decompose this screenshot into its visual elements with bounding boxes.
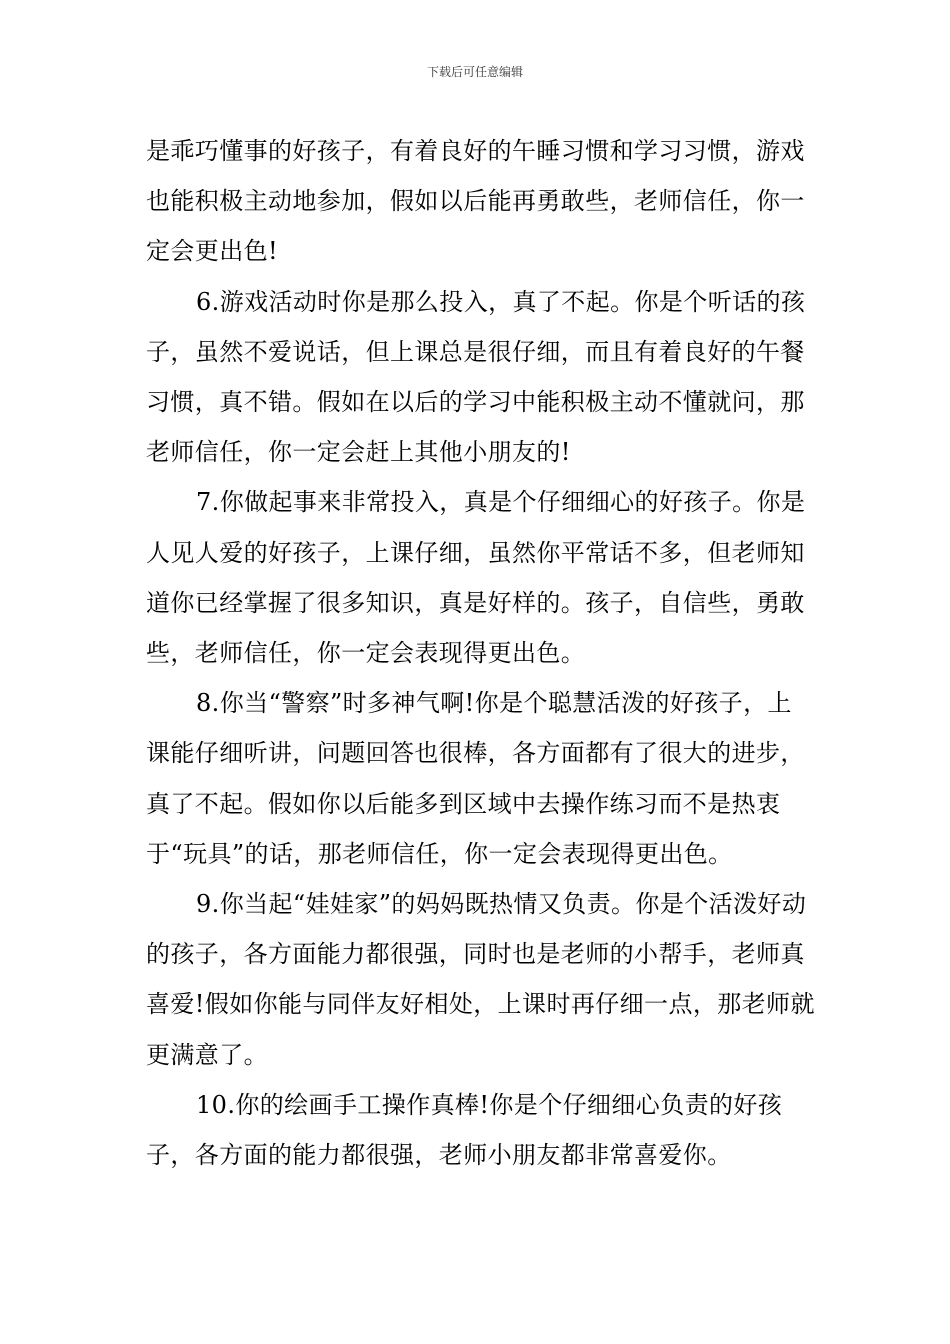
paragraph-continuation: 是乖巧懂事的好孩子，有着良好的午睡习惯和学习习惯，游戏也能积极主动地参加，假如以后能再勇敢些，老师信任，你一定会更出色! <box>146 137 805 266</box>
paragraph-item-8: 8.你当“警察”时多神气啊!你是个聪慧活泼的好孩子，上课能仔细听讲，问题回答也很棒，各方面都有了很大的进步，真了不起。假如你以后能多到区域中去操作练习而不是热衷于“玩具”的话，那老师信任，你一定会表现得更出色。 <box>146 689 805 868</box>
page-header: 下载后可任意编辑 <box>426 65 523 79</box>
document-body <box>146 126 816 1180</box>
paragraph-item-10: 10.你的绘画手工操作真棒!你是个仔细细心负责的好孩子，各方面的能力都很强，老师小朋友都非常喜爱你。 <box>146 1090 783 1170</box>
paragraph-item-6: 6.游戏活动时你是那么投入，真了不起。你是个听话的孩子，虽然不爱说话，但上课总是很仔细，而且有着良好的午餐习惯，真不错。假如在以后的学习中能积极主动不懂就问，那老师信任，你一定会赶上其他小朋友的! <box>146 287 806 467</box>
paragraph-item-9: 9.你当起“娃娃家”的妈妈既热情又负责。你是个活泼好动的孩子，各方面能力都很强，同时也是老师的小帮手，老师真喜爱!假如你能与同伴友好相处，上课时再仔细一点，那老师就更满意了。 <box>146 890 815 1069</box>
paragraph-item-7: 7.你做起事来非常投入，真是个仔细细心的好孩子。你是人见人爱的好孩子，上课仔细，虽然你平常话不多，但老师知道你已经掌握了很多知识，真是好样的。孩子，自信些，勇敢些，老师信任，你一定会表现得更出色。 <box>146 488 806 668</box>
